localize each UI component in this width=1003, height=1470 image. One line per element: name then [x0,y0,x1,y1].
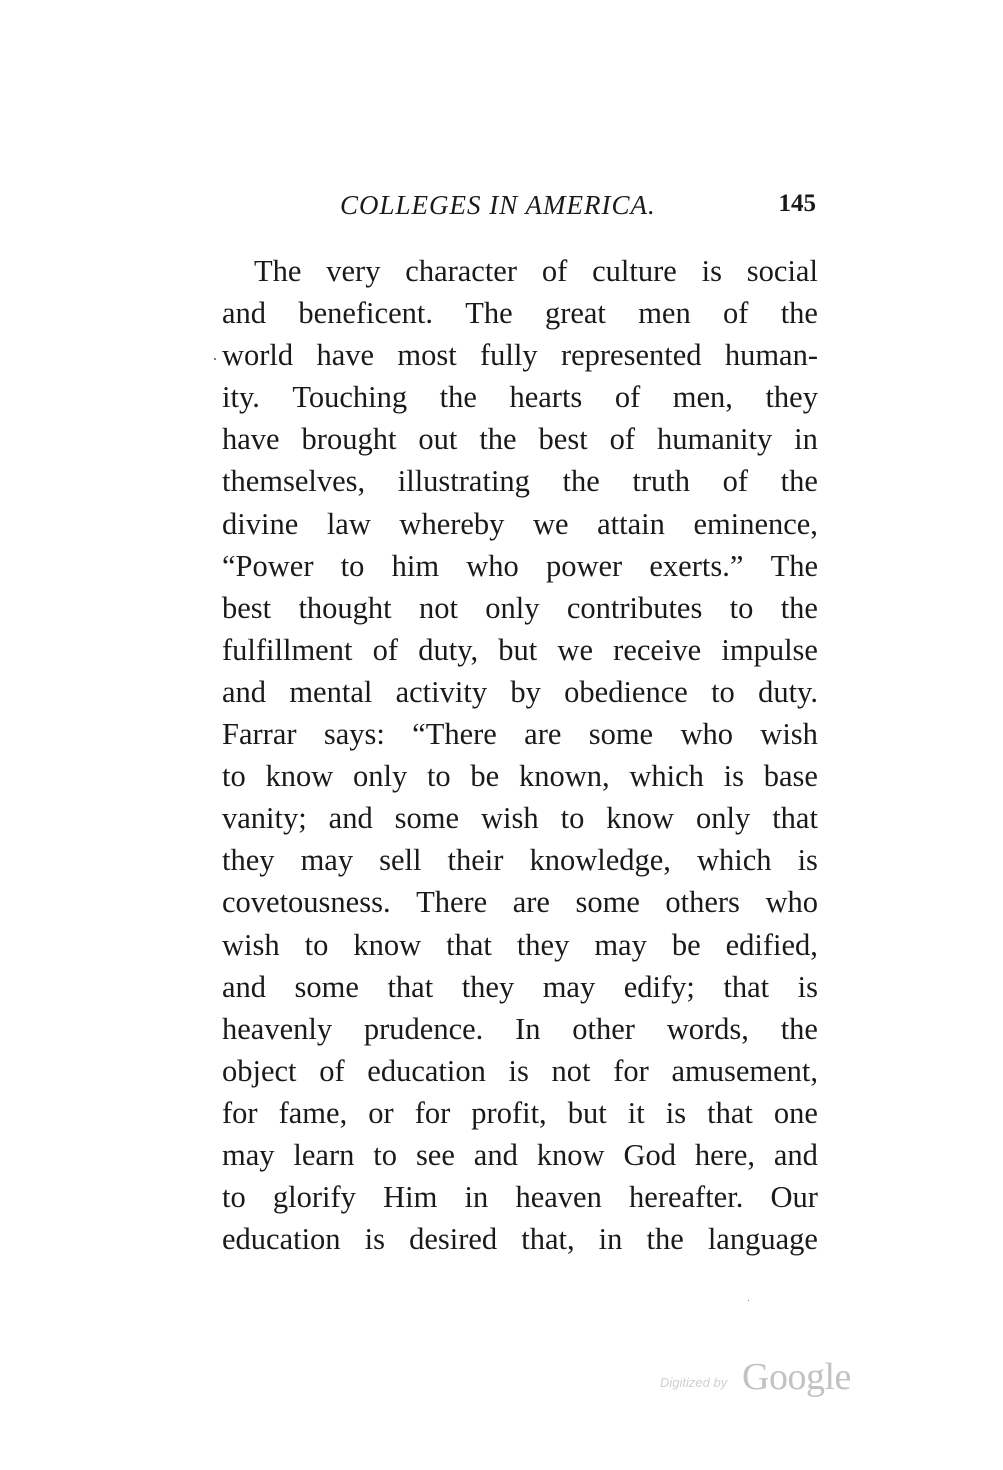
running-head [220,190,820,230]
text-line: covetousness. There are some others who [222,885,818,920]
text-line: “Power to him who power exerts.” The [222,548,818,583]
text-line: have brought out the best of humanity in [222,422,818,457]
text-line: and some that they may edify; that is [222,969,818,1004]
text-line: heavenly prudence. In other words, the [222,1011,818,1046]
watermark-prefix: Digitized by [660,1375,728,1390]
text-line: they may sell their knowledge, which is [222,843,818,878]
text-line: wish to know that they may be edified, [222,927,818,962]
text-line: Farrar says: “There are some who wish [222,717,818,752]
text-line: and mental activity by obedience to duty. [222,674,818,709]
body-text [222,250,818,1260]
text-line: divine law whereby we attain eminence, [222,506,818,541]
text-line: best thought not only contributes to the [222,590,818,625]
text-line: may learn to see and know God here, and [222,1137,818,1172]
watermark [660,1355,860,1405]
text-line: themselves, illustrating the truth of the [222,464,818,499]
text-line: vanity; and some wish to know only that [222,801,818,836]
running-title: COLLEGES IN AMERICA. [340,190,656,220]
text-line: for fame, or for profit, but it is that one [222,1095,818,1130]
text-line: ity. Touching the hearts of men, they [222,380,818,415]
scan-speck [748,1300,749,1301]
text-line: world have most fully represented human- [222,338,818,373]
text-line: object of education is not for amusement, [222,1053,818,1088]
text-line: and beneficent. The great men of the [222,296,818,331]
page-number: 145 [778,190,816,217]
text-line: to know only to be known, which is base [222,759,818,794]
text-line: education is desired that, in the language [222,1222,818,1257]
text-line: fulfillment of duty, but we receive impulse [222,632,818,667]
text-line: The very character of culture is social [254,254,818,288]
scan-speck [214,358,216,360]
google-logo: Google [742,1356,851,1398]
text-line: to glorify Him in heaven hereafter. Our [222,1180,818,1215]
